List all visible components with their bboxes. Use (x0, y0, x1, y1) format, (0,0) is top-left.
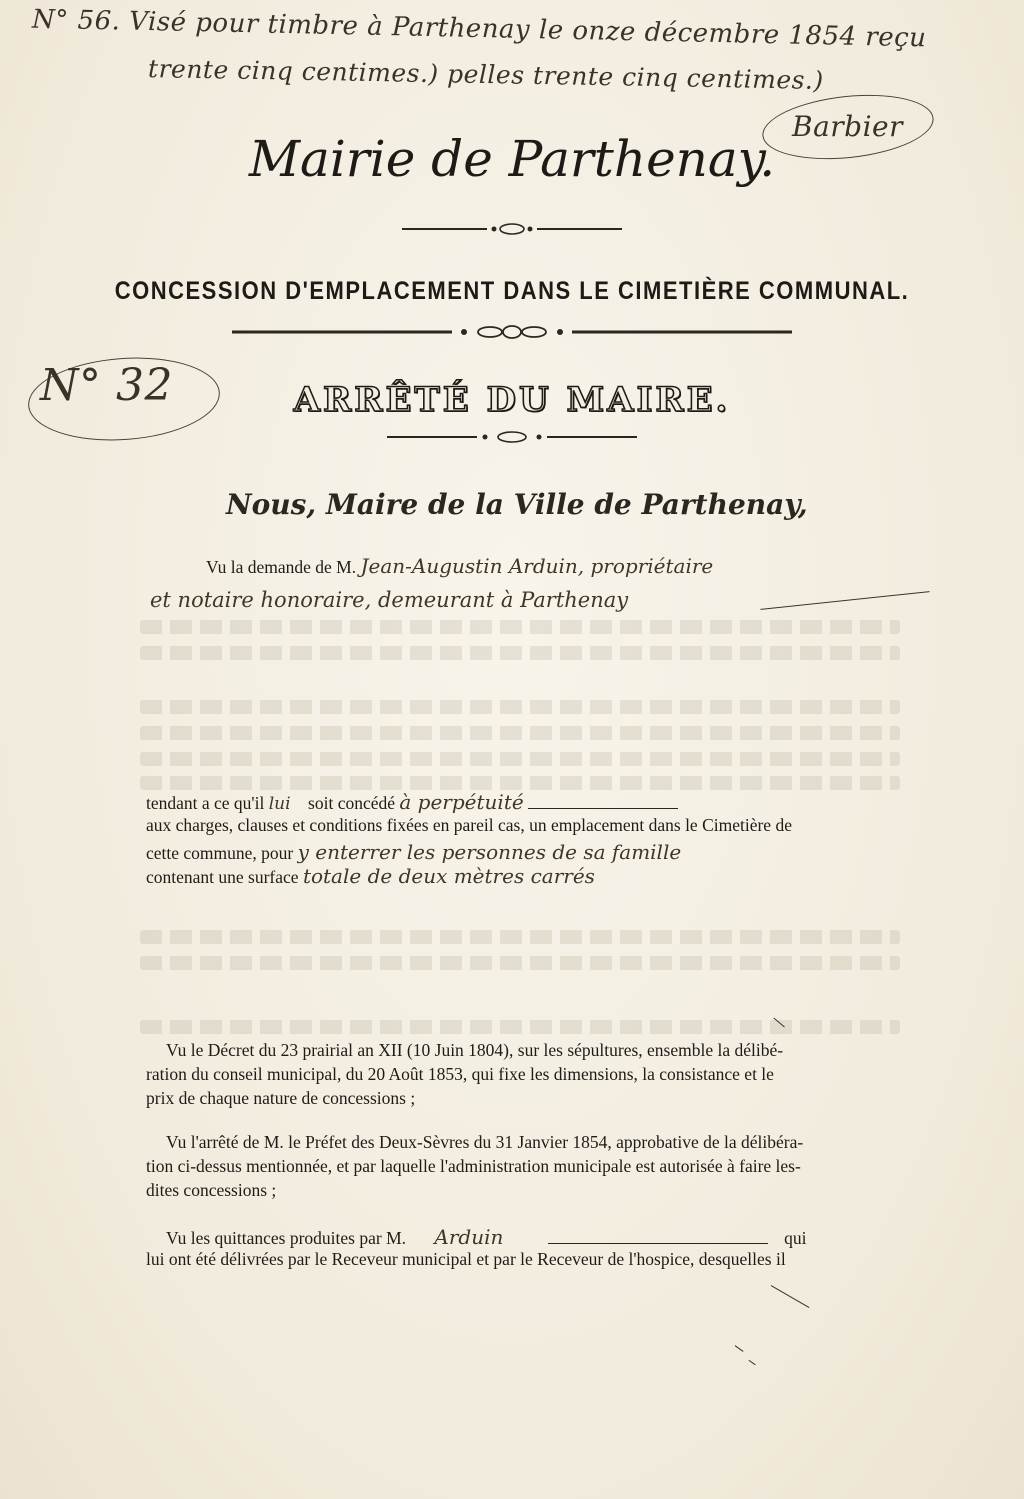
commune-purpose: y enterrer les personnes de sa famille (297, 840, 682, 864)
arrete-line-2: tion ci-dessus mentionnée, et par laquelle l'administration municipale est autorisée à faire les- (146, 1156, 801, 1176)
page-title: Mairie de Parthenay. (248, 130, 776, 188)
demande-handwritten-name: Jean-Augustin Arduin, propriétaire (360, 554, 714, 578)
quittances-name: Arduin (434, 1225, 504, 1249)
signature: Barbier (792, 110, 903, 143)
decret-line-2: ration du conseil municipal, du 20 Août 1853, qui fixe les dimensions, la consistance et le (146, 1064, 774, 1084)
tendant-duration: à perpétuité (399, 790, 524, 814)
quittances-suffix: qui (784, 1228, 807, 1248)
tendant-middle: soit concédé (308, 793, 396, 813)
ornament-divider-2 (0, 324, 1024, 345)
ornament-divider-1 (0, 222, 1024, 241)
surface-label: contenant une surface (146, 867, 299, 887)
show-through-line (140, 700, 900, 714)
pen-stroke (760, 591, 929, 610)
document-subtitle: CONCESSION D'EMPLACEMENT DANS LE CIMETIÈRE COMMUNAL. (114, 276, 910, 305)
show-through-line (140, 1020, 900, 1034)
demande-handwritten-line-2: et notaire honoraire, demeurant à Parthenay (150, 588, 629, 612)
quittances-line-1 (166, 1225, 806, 1249)
decret-line-1: Vu le Décret du 23 prairial an XII (10 Juin 1804), sur les sépultures, ensemble la délibé- (166, 1040, 784, 1060)
quittances-line-2: lui ont été délivrées par le Receveur municipal et par le Receveur de l'hospice, desquelles il (146, 1249, 786, 1269)
show-through-line (140, 956, 900, 970)
blank-rule (528, 808, 678, 809)
surface-line (146, 864, 595, 888)
commune-line (146, 840, 681, 864)
demande-line (206, 554, 713, 578)
show-through-line (140, 726, 900, 740)
registration-number: N° 32 (40, 360, 173, 411)
quittances-label: Vu les quittances produites par M. (166, 1228, 407, 1248)
show-through-line (140, 752, 900, 766)
arrete-line-1: Vu l'arrêté de M. le Préfet des Deux-Sèvres du 31 Janvier 1854, approbative de la délibéra- (166, 1132, 804, 1152)
arrete-line-3: dites concessions ; (146, 1180, 277, 1200)
decret-line-3: prix de chaque nature de concessions ; (146, 1088, 416, 1108)
pen-mark (771, 1285, 810, 1308)
show-through-line (140, 776, 900, 790)
charges-line: aux charges, clauses et conditions fixées en pareil cas, un emplacement dans le Cimetière de (146, 815, 792, 835)
show-through-line (140, 646, 900, 660)
commune-label: cette commune, pour (146, 843, 294, 863)
tendant-pronoun: lui (268, 794, 291, 814)
handwritten-registration-line-1: N° 56. Visé pour timbre à Parthenay le onze décembre 1854 reçu (31, 4, 927, 54)
demande-label: Vu la demande de M. (206, 557, 357, 577)
blank-rule (548, 1243, 768, 1244)
tendant-prefix: tendant a ce qu'il (146, 793, 265, 813)
show-through-line (140, 620, 900, 634)
handwritten-registration-line-2: trente cinq centimes.) pelles trente cinq centimes.) (147, 54, 824, 95)
ornament-divider-3 (0, 430, 1024, 449)
section-heading: ARRÊTÉ DU MAIRE. (293, 380, 731, 420)
show-through-line (140, 930, 900, 944)
pen-mark (735, 1345, 744, 1352)
surface-value: totale de deux mètres carrés (302, 864, 595, 888)
mayor-preamble: Nous, Maire de la Ville de Parthenay, (226, 488, 808, 521)
pen-mark (748, 1360, 755, 1366)
tendant-line (146, 790, 678, 814)
